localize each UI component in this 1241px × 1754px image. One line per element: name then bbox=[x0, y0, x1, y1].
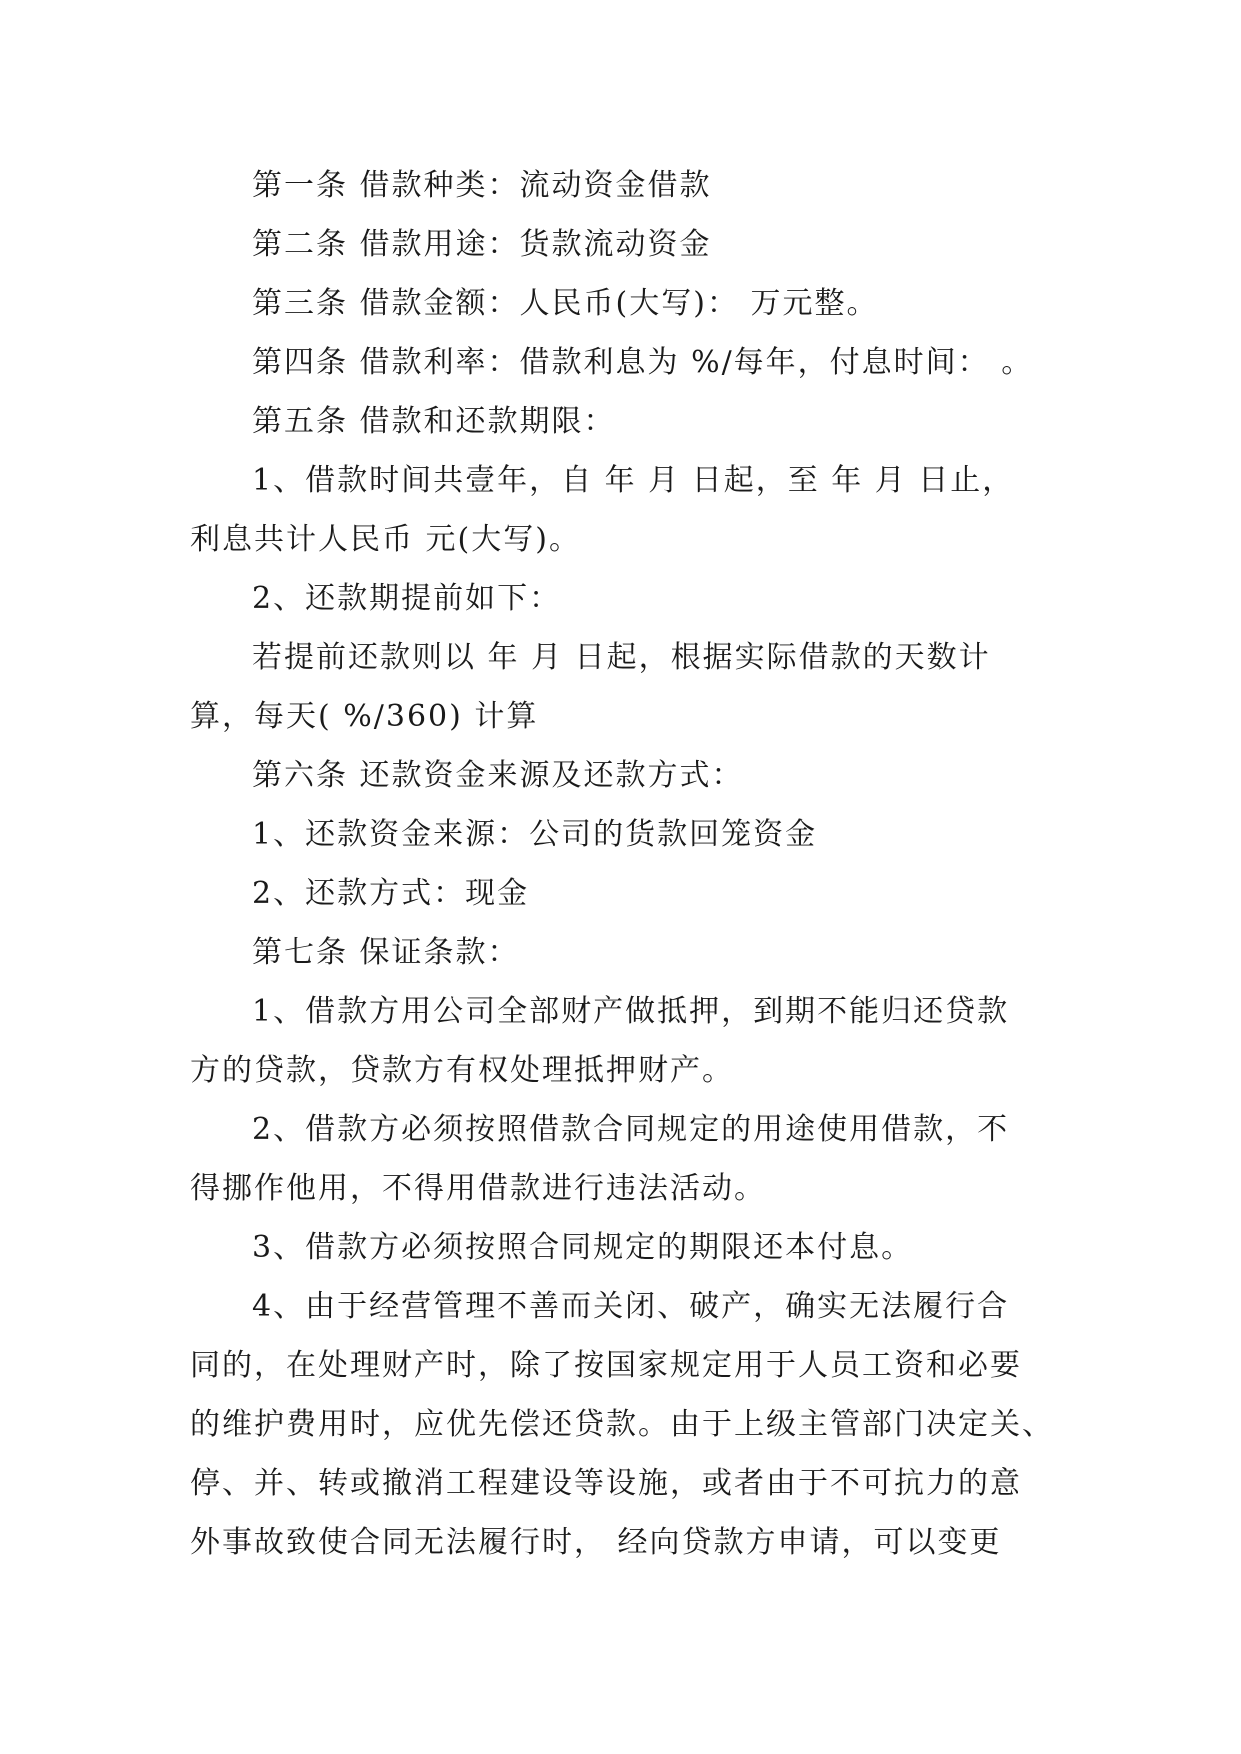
text-line: 若提前还款则以 年 月 日起，根据实际借款的天数计 bbox=[252, 640, 991, 675]
text-line: 的维护费用时，应优先偿还贷款。由于上级主管部门决定关、 bbox=[190, 1407, 1054, 1442]
text-line: 停、并、转或撤消工程建设等设施，或者由于不可抗力的意 bbox=[190, 1466, 1022, 1501]
text-line: 第三条 借款金额：人民币(大写)： 万元整。 bbox=[252, 286, 879, 321]
text-line: 第一条 借款种类：流动资金借款 bbox=[252, 168, 712, 203]
clause-7-heading bbox=[190, 923, 1050, 982]
clause-6-item-2 bbox=[190, 864, 1050, 923]
text-line: 2、还款方式：现金 bbox=[252, 876, 530, 911]
clause-7-item-4 bbox=[190, 1277, 1054, 1572]
text-line: 3、借款方必须按照合同规定的期限还本付息。 bbox=[252, 1230, 914, 1265]
clause-7-item-2 bbox=[190, 1100, 1050, 1218]
text-line: 方的贷款，贷款方有权处理抵押财产。 bbox=[190, 1053, 734, 1088]
text-line: 利息共计人民币 元(大写)。 bbox=[190, 522, 581, 557]
clause-7-item-1 bbox=[190, 982, 1050, 1100]
text-line: 算，每天( %/360) 计算 bbox=[190, 699, 539, 734]
clause-6-item-1 bbox=[190, 805, 1050, 864]
text-line: 4、由于经营管理不善而关闭、破产，确实无法履行合 bbox=[252, 1289, 1010, 1324]
document-body bbox=[190, 156, 1054, 1572]
clause-6-heading bbox=[190, 746, 1050, 805]
text-line: 1、还款资金来源：公司的货款回笼资金 bbox=[252, 817, 818, 852]
text-line: 第七条 保证条款： bbox=[252, 935, 520, 970]
text-line: 第五条 借款和还款期限： bbox=[252, 404, 616, 439]
text-line: 第四条 借款利率：借款利息为 %/每年，付息时间： 。 bbox=[252, 345, 1034, 380]
text-line: 1、借款时间共壹年，自 年 月 日起，至 年 月 日止， bbox=[252, 463, 1015, 498]
text-line: 2、借款方必须按照借款合同规定的用途使用借款，不 bbox=[252, 1112, 1010, 1147]
text-line: 外事故致使合同无法履行时， 经向贷款方申请，可以变更 bbox=[190, 1525, 1002, 1560]
text-line: 1、借款方用公司全部财产做抵押，到期不能归还贷款 bbox=[252, 994, 1010, 1029]
clause-5-item-2 bbox=[190, 569, 1050, 628]
text-line: 2、还款期提前如下： bbox=[252, 581, 562, 616]
clause-5-heading bbox=[190, 392, 1050, 451]
clause-2 bbox=[190, 215, 1050, 274]
text-line: 第六条 还款资金来源及还款方式： bbox=[252, 758, 744, 793]
clause-3 bbox=[190, 274, 1050, 333]
clause-7-item-3 bbox=[190, 1218, 1050, 1277]
text-line: 同的，在处理财产时，除了按国家规定用于人员工资和必要 bbox=[190, 1348, 1022, 1383]
clause-1 bbox=[190, 156, 1050, 215]
clause-5-item-1 bbox=[190, 451, 1050, 569]
text-line: 第二条 借款用途：货款流动资金 bbox=[252, 227, 712, 262]
early-repayment-paragraph bbox=[190, 628, 1050, 746]
text-line: 得挪作他用，不得用借款进行违法活动。 bbox=[190, 1171, 766, 1206]
clause-4 bbox=[190, 333, 1050, 392]
